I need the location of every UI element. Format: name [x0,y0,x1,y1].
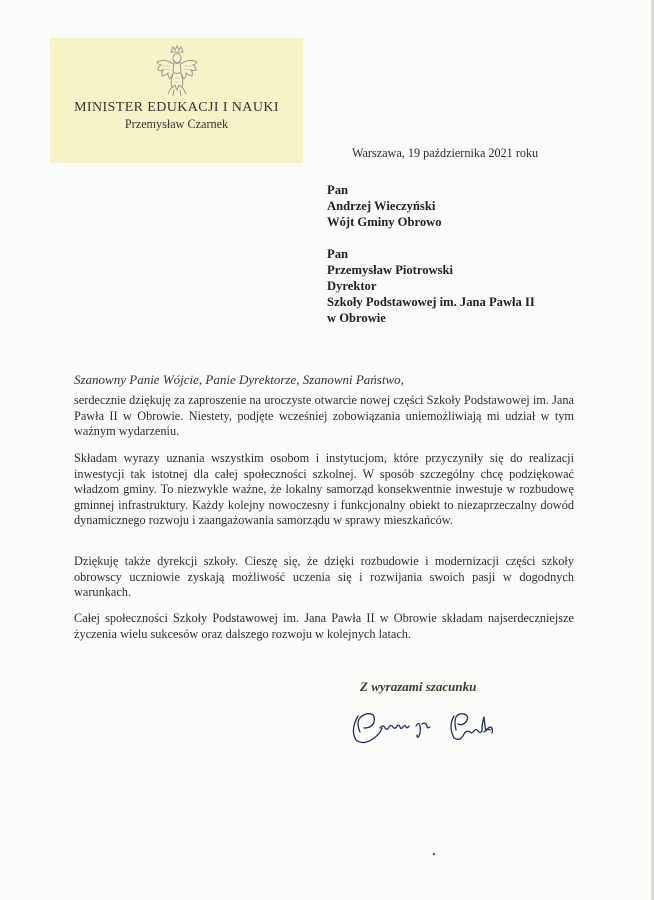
closing-phrase: Z wyrazami szacunku [360,679,477,694]
greeting: Szanowny Panie Wójcie, Panie Dyrektorze, Szanowni Państwo, [74,372,404,387]
recipient-1 [327,182,442,230]
recipient-2-name: Przemysław Piotrowski [327,263,454,277]
minister-name: Przemysław Czarnek [124,117,229,131]
minister-title: MINISTER EDUKACJI I NAUKI [74,100,279,115]
paragraph-4: Całej społeczności Szkoły Podstawowej im. Jana Pawła II w Obrowie składam najserdeczniejsze życzenia wielu sukcesów oraz dalszego rozwoju w kolejnych latach. [74,611,574,641]
recipient-1-name: Andrzej Wieczyński [327,199,436,213]
letterhead [50,38,303,163]
recipient-2-salutation: Pan [327,247,348,261]
ink-dot [432,852,436,856]
paragraph-2: Składam wyrazy uznania wszystkim osobom i instytucjom, które przyczyniły się do realizacji inwestycji tak istotnej dla całej społeczności szkolnej. W sposób szczególny chcę podziękować władzom gminy. To niezwykle ważne, że lokalny samorząd konsekwentnie inwestuje w rozbudowę gminnej infrastruktury. Każdy kolejny nowoczesny i funkcjonalny obiekt to niezaprzeczalny dowód dynamicznego rozwoju i zaangażowania samorządu w sprawy mieszkańców. [74,451,574,528]
recipient-2 [327,246,535,326]
recipient-2-position: Dyrektor [327,279,377,293]
recipient-2-school-line-1: Szkoły Podstawowej im. Jana Pawła II [327,295,535,309]
polish-eagle-emblem-icon [154,44,200,98]
recipient-2-school-line-2: w Obrowie [327,311,386,325]
recipient-1-position: Wójt Gminy Obrowo [327,215,442,229]
recipient-1-salutation: Pan [327,183,348,197]
paragraph-3: Dziękuję także dyrekcji szkoły. Cieszę się, że dzięki rozbudowie i modernizacji części szkoły obrowscy uczniowie zyskają możliwość uczenia się i rozwijania swoich pasji w dogodnych warunkach. [74,554,574,600]
date-line: Warszawa, 19 października 2021 roku [352,146,539,160]
paragraph-1: serdecznie dziękuję za zaproszenie na uroczyste otwarcie nowej części Szkoły Podstawowej im. Jana Pawła II w Obrowie. Niestety, podjęte wcześniej zobowiązania uniemożliwiają mi udział w tym ważnym wydarzeniu. [74,393,574,439]
handwritten-signature-icon [348,702,518,754]
